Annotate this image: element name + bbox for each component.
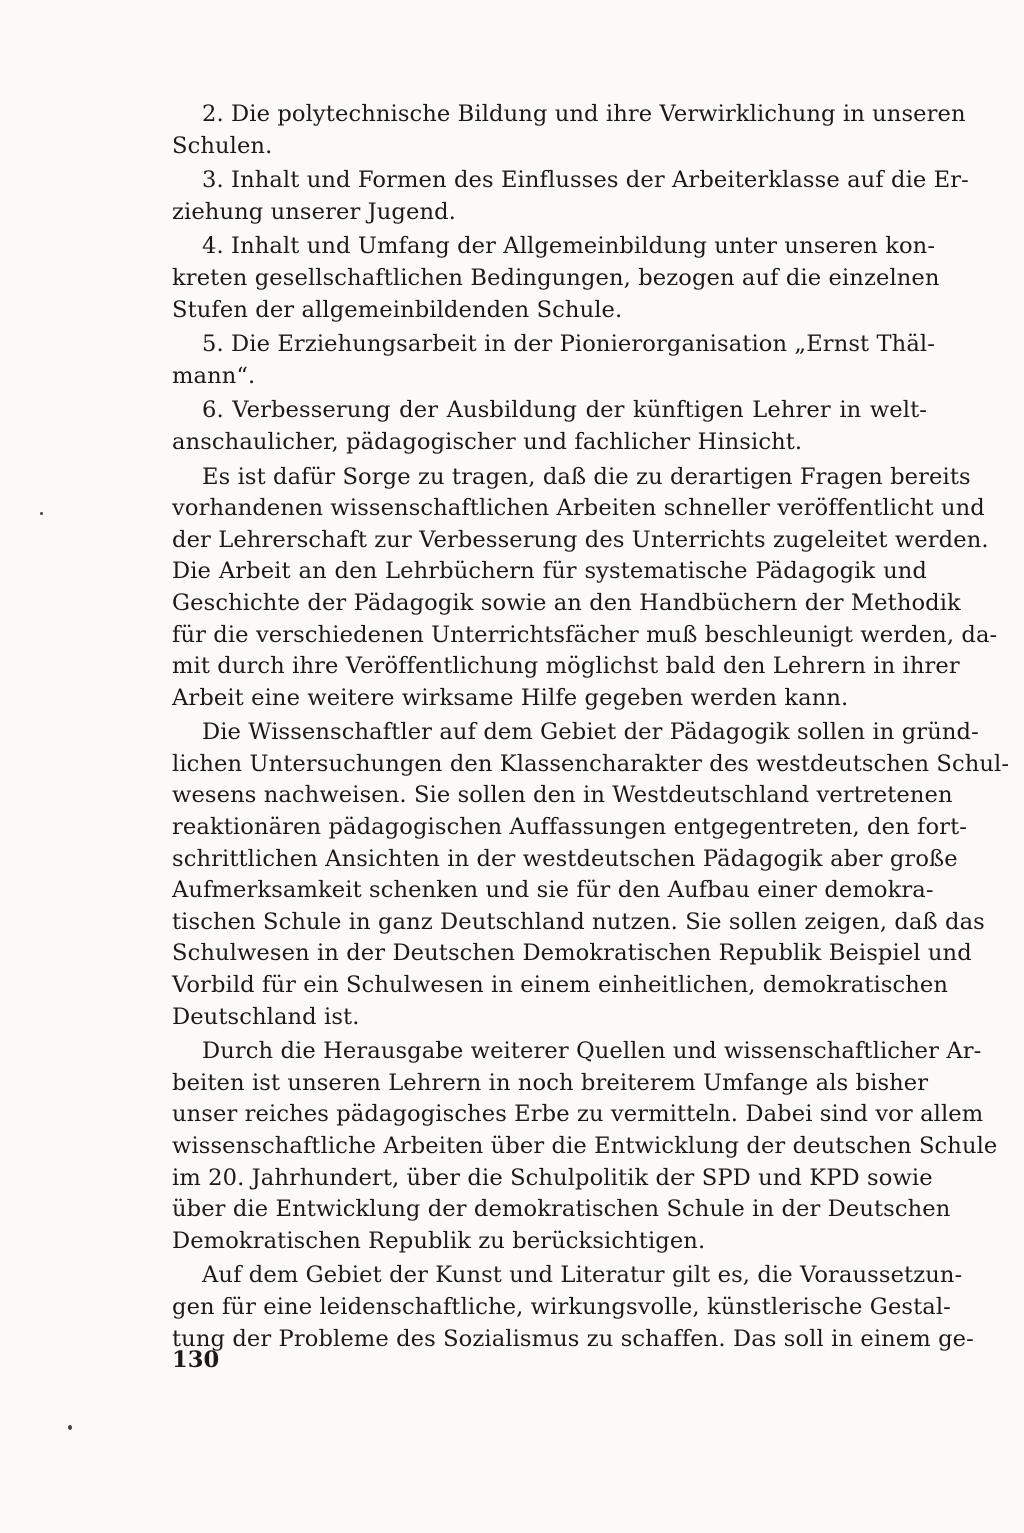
- text-line: unser reiches pädagogisches Erbe zu vermitteln. Dabei sind vor allem: [172, 1101, 984, 1128]
- text-line: tung der Probleme des Sozialismus zu schaffen. Das soll in einem ge-: [172, 1325, 974, 1352]
- text-line: tischen Schule in ganz Deutschland nutzen. Sie sollen zeigen, daß das: [172, 908, 985, 935]
- text-line: Durch die Herausgabe weiterer Quellen und wissenschaftlicher Ar-: [202, 1038, 982, 1065]
- print-speck: [40, 512, 43, 515]
- paragraph: [172, 1036, 998, 1257]
- text-line: ziehung unserer Jugend.: [172, 198, 456, 225]
- text-line: über die Entwicklung der demokratischen Schule in der Deutschen: [172, 1196, 951, 1223]
- text-line: mann“.: [172, 362, 256, 389]
- text-line: anschaulicher, pädagogischer und fachlicher Hinsicht.: [172, 428, 803, 455]
- text-line: Demokratischen Republik zu berücksichtigen.: [172, 1227, 706, 1254]
- text-line: 6. Verbesserung der Ausbildung der künftigen Lehrer in welt-: [202, 397, 927, 424]
- page-number: 130: [172, 1347, 220, 1373]
- text-line: Aufmerksamkeit schenken und sie für den Aufbau einer demokra-: [172, 877, 934, 904]
- text-line: Es ist dafür Sorge zu tragen, daß die zu derartigen Fragen bereits: [202, 463, 971, 490]
- text-line: Schulwesen in der Deutschen Demokratischen Republik Beispiel und: [172, 940, 972, 967]
- text-line: Schulen.: [172, 132, 273, 159]
- text-line: Die Wissenschaftler auf dem Gebiet der Pädagogik sollen in gründ-: [202, 719, 979, 746]
- text-line: Arbeit eine weitere wirksame Hilfe gegeben werden kann.: [172, 684, 849, 711]
- text-line: vorhandenen wissenschaftlichen Arbeiten schneller veröffentlicht und: [172, 495, 985, 522]
- text-line: schrittlichen Ansichten in der westdeutschen Pädagogik aber große: [172, 845, 958, 872]
- text-line: 5. Die Erziehungsarbeit in der Pionierorganisation „Ernst Thäl-: [202, 331, 935, 358]
- paragraph: [172, 231, 940, 326]
- text-line: reaktionären pädagogischen Auffassungen entgegentreten, den fort-: [172, 814, 967, 841]
- paragraph: [172, 717, 1010, 1033]
- text-line: gen für eine leidenschaftliche, wirkungsvolle, künstlerische Gestal-: [172, 1293, 951, 1320]
- text-line: wissenschaftliche Arbeiten über die Entwicklung der deutschen Schule: [172, 1133, 998, 1159]
- body-text: [172, 99, 1010, 1358]
- paragraph: [172, 165, 969, 228]
- text-line: 2. Die polytechnische Bildung und ihre Verwirklichung in unseren: [202, 101, 966, 127]
- paragraph: [172, 99, 966, 162]
- text-line: der Lehrerschaft zur Verbesserung des Unterrichts zugeleitet werden.: [172, 526, 989, 553]
- text-line: kreten gesellschaftlichen Bedingungen, bezogen auf die einzelnen: [172, 264, 940, 291]
- text-line: Die Arbeit an den Lehrbüchern für systematische Pädagogik und: [172, 558, 927, 585]
- text-line: im 20. Jahrhundert, über die Schulpolitik der SPD und KPD sowie: [172, 1164, 933, 1191]
- text-line: mit durch ihre Veröffentlichung möglichst bald den Lehrern in ihrer: [172, 653, 960, 680]
- print-speck: [68, 1425, 72, 1430]
- paragraph: [172, 329, 935, 392]
- paragraph: [172, 1260, 974, 1355]
- text-line: beiten ist unseren Lehrern in noch breiterem Umfange als bisher: [172, 1069, 929, 1096]
- text-line: Vorbild für ein Schulwesen in einem einheitlichen, demokratischen: [172, 972, 949, 999]
- paragraph: [172, 462, 998, 715]
- text-line: 4. Inhalt und Umfang der Allgemeinbildung unter unseren kon-: [202, 233, 936, 260]
- text-line: für die verschiedenen Unterrichtsfächer muß beschleunigt werden, da-: [172, 621, 998, 648]
- text-line: Geschichte der Pädagogik sowie an den Handbüchern der Methodik: [172, 589, 961, 616]
- paragraph: [172, 395, 927, 458]
- text-line: Stufen der allgemeinbildenden Schule.: [172, 296, 623, 323]
- text-line: Deutschland ist.: [172, 1003, 360, 1030]
- text-line: lichen Untersuchungen den Klassencharakter des westdeutschen Schul-: [172, 750, 1010, 777]
- text-line: 3. Inhalt und Formen des Einflusses der Arbeiterklasse auf die Er-: [202, 167, 969, 194]
- text-line: Auf dem Gebiet der Kunst und Literatur gilt es, die Voraussetzun-: [202, 1262, 963, 1289]
- text-line: wesens nachweisen. Sie sollen den in Westdeutschland vertretenen: [172, 782, 953, 809]
